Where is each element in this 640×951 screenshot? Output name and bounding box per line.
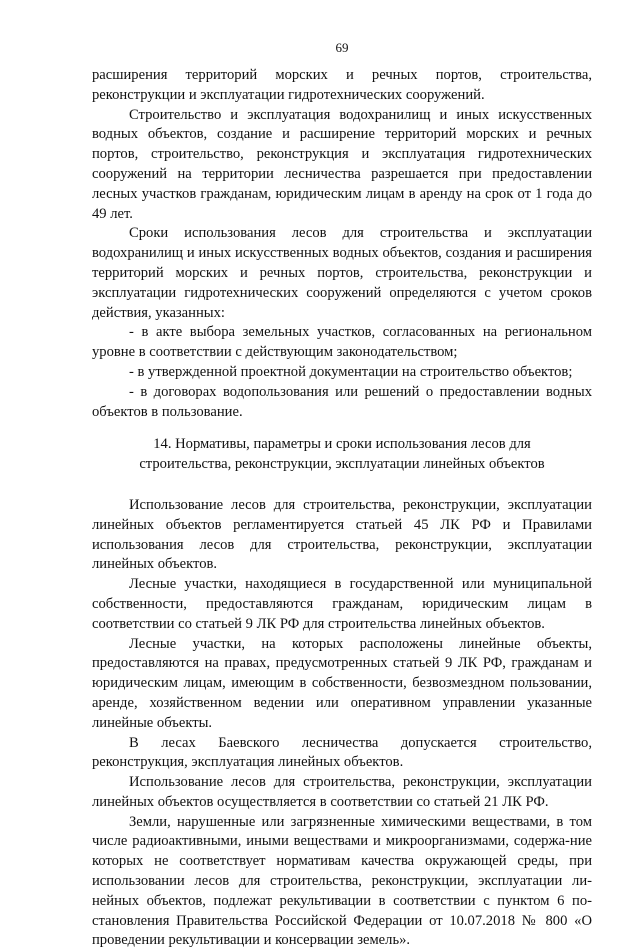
paragraph-baevsky-forestry: В лесах Баевского лесничества допускается строительство, реконструкция, эксплуатация линейных объектов.	[92, 734, 592, 771]
list-item-water-use-agreements: - в договорах водопользования или решений о предоставлении водных объектов в пользование.	[92, 383, 592, 420]
page-number: 69	[335, 40, 349, 55]
paragraph-usage-terms: Сроки использования лесов для строительства и эксплуатации водохранилищ и иных искусственных водных объектов, создания и расширения территорий морских и речных портов, строительства, реконструкции и эксплуатации гидротехнических сооружений определяются с учетом сроков действия, указанных:	[92, 225, 592, 321]
paragraph-linear-objects-regulation: Использование лесов для строительства, реконструкции, эксплуатации линейных объектов регламентируется статьей 45 ЛК РФ и Правилами использования лесов для строительства, реконструкции, эксплуатации линейных объектов.	[92, 496, 592, 573]
paragraph-state-municipal-plots: Лесные участки, находящиеся в государственной или муниципальной собственности, предоставляются гражданам, юридическим лицам в соответствии со статьей 9 ЛК РФ для строительства линейных объектов.	[92, 576, 592, 632]
section-heading-line-1: 14. Нормативы, параметры и сроки использования лесов для	[153, 436, 531, 453]
paragraph-plots-with-linear-objects: Лесные участки, на которых расположены линейные объекты, предоставляются на правах, предусмотренных статьей 9 ЛК РФ, гражданам и юридическим лицам, имеющим в собственности, безвозмездном пользовании, аренде, хозяйственном ведении или оперативном управлении указанные линейные объекты.	[92, 635, 592, 731]
paragraph-continuation: расширения территорий морских и речных портов, строительства, реконструкции и эксплуатации гидротехнических сооружений.	[92, 67, 592, 103]
section-heading-line-2: строительства, реконструкции, эксплуатации линейных объектов	[139, 456, 545, 473]
paragraph-reservoir-construction: Строительство и эксплуатация водохранилищ и иных искусственных водных объектов, создание и расширение территорий морских и речных портов, строительство, реконструкция и эксплуатация гидротехнических сооружений на территории лесничества разрешается при предоставлении лесных участков гражданам, юридическим лицам в аренду на срок от 1 года до 49 лет.	[92, 106, 592, 222]
list-item-land-selection-act: - в акте выбора земельных участков, согласованных на региональном уровне в соответствии с действующим законодательством;	[92, 324, 592, 361]
paragraph-recultivation: Земли, нарушенные или загрязненные химическими веществами, в том числе радиоактивными, иными веществами и микроорганизмами, содержа-ние которых не соответствует нормативам качества окружающей среды, при использовании лесов для строительства, реконструкции, эксплуатации ли-нейных объектов, подлежат рекультивации в соответствии с пунктом 6 по-становления Правительства Российской Федерации от 10.07.2018 № 800 «О проведении рекультивации и консервации земель».	[92, 813, 592, 949]
section-heading	[92, 435, 592, 475]
paragraph-article-21: Использование лесов для строительства, реконструкции, эксплуатации линейных объектов осуществляется в соответствии со статьей 21 ЛК РФ.	[92, 774, 592, 810]
list-item-project-documentation: - в утвержденной проектной документации на строительство объектов;	[129, 363, 573, 380]
document-page	[92, 40, 592, 951]
